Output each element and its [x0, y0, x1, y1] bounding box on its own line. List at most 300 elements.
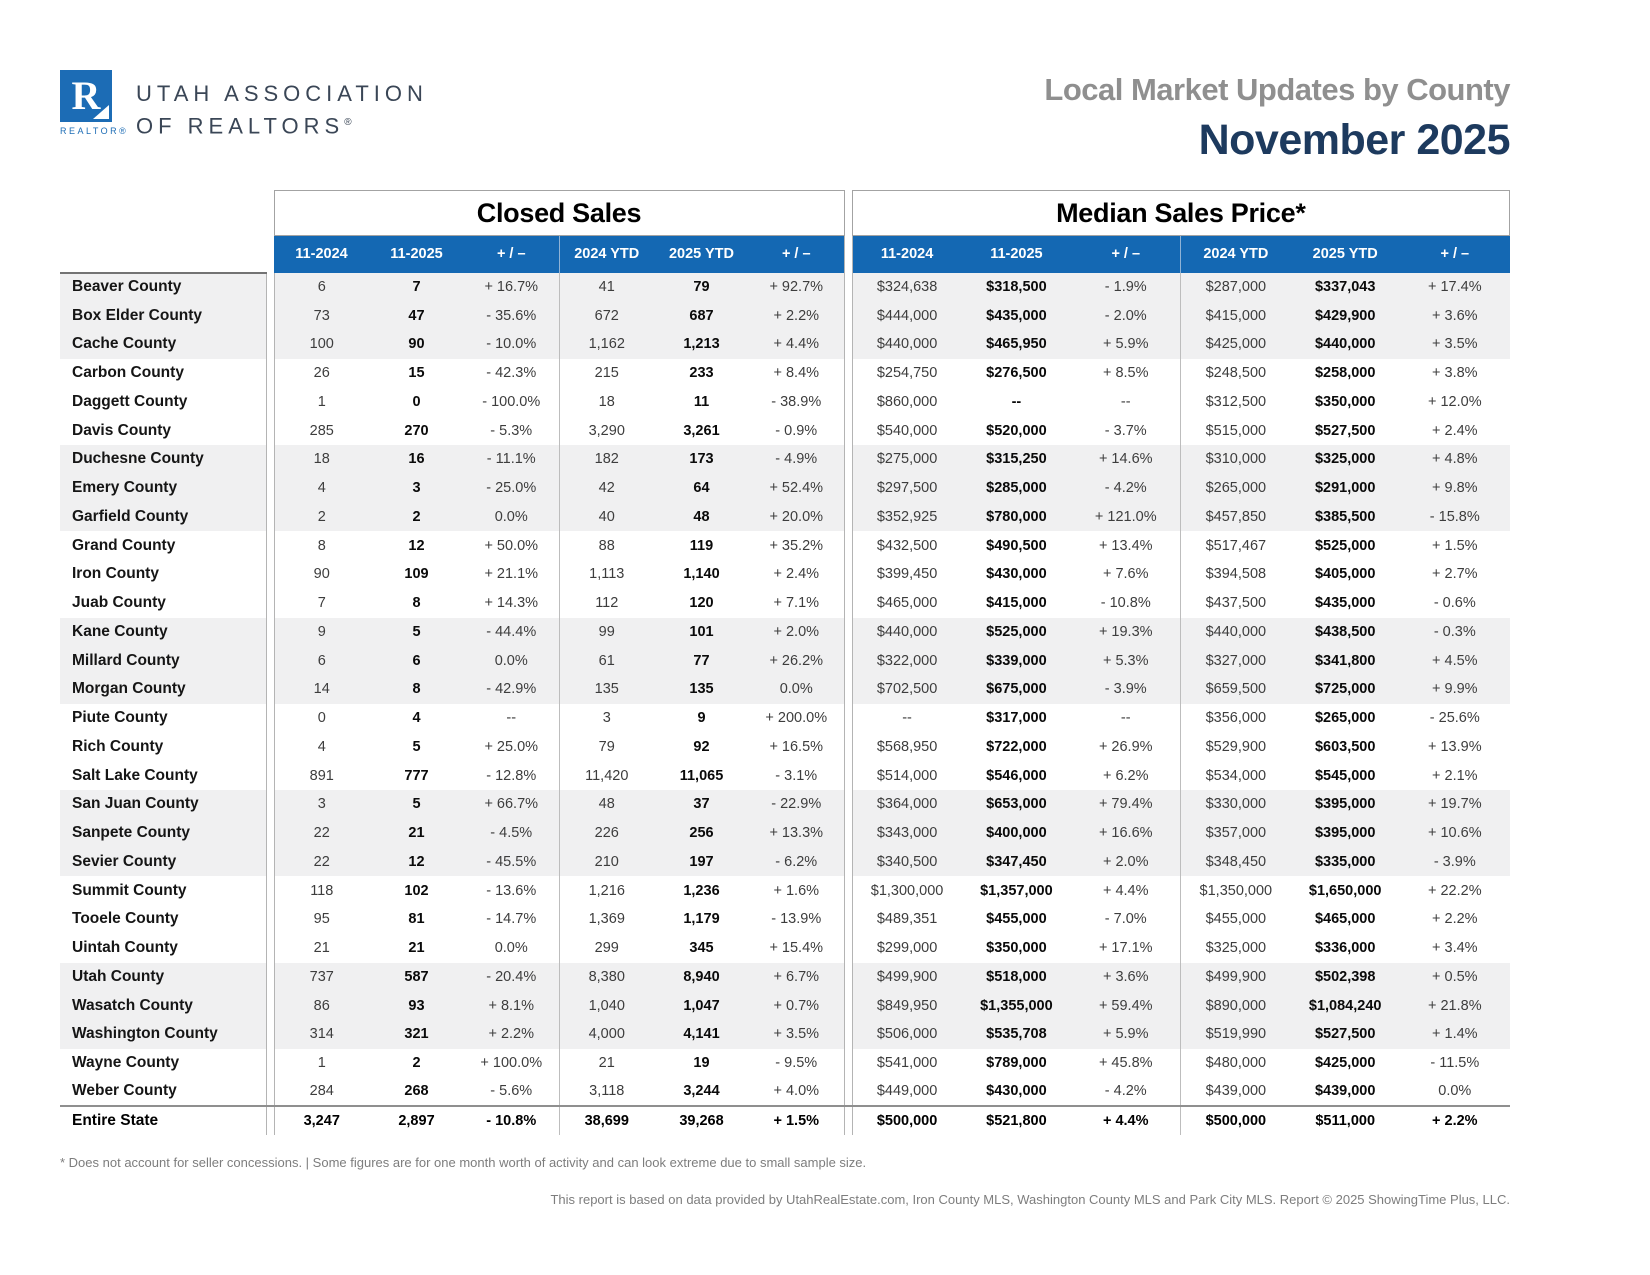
- closed-sales-cell: + 6.7%: [749, 963, 844, 992]
- section-title-closed-sales: Closed Sales: [274, 191, 844, 236]
- county-cell: Emery County: [60, 474, 266, 503]
- median-price-cell: $285,000: [962, 474, 1072, 503]
- closed-sales-cell: 5: [369, 618, 464, 647]
- table-row: [60, 704, 1510, 733]
- county-cell: Salt Lake County: [60, 761, 266, 790]
- median-price-cell: $265,000: [1181, 474, 1291, 503]
- median-price-cell: $849,950: [852, 991, 962, 1020]
- median-price-cell: + 2.4%: [1400, 416, 1510, 445]
- median-price-cell: + 5.9%: [1071, 1020, 1181, 1049]
- median-price-cell: + 2.2%: [1400, 905, 1510, 934]
- table-row: [60, 388, 1510, 417]
- separator-cell: [266, 819, 274, 848]
- median-price-cell: - 3.9%: [1071, 675, 1181, 704]
- separator-cell: [266, 704, 274, 733]
- col-header: 2025 YTD: [1290, 236, 1400, 273]
- county-cell: Beaver County: [60, 273, 266, 302]
- median-price-cell: $455,000: [1181, 905, 1291, 934]
- separator-cell: [266, 531, 274, 560]
- closed-sales-cell: - 42.3%: [464, 359, 559, 388]
- median-price-cell: + 13.4%: [1071, 531, 1181, 560]
- separator-cell: [266, 1049, 274, 1078]
- median-price-cell: + 22.2%: [1400, 876, 1510, 905]
- table-row: [60, 790, 1510, 819]
- separator-cell: [844, 330, 852, 359]
- closed-sales-cell: + 52.4%: [749, 474, 844, 503]
- closed-sales-cell: 77: [654, 646, 749, 675]
- closed-sales-cell: 2: [369, 1049, 464, 1078]
- median-price-cell: + 79.4%: [1071, 790, 1181, 819]
- median-price-cell: $529,900: [1181, 733, 1291, 762]
- section-title-row: [60, 191, 1510, 236]
- median-price-cell: + 1.5%: [1400, 531, 1510, 560]
- closed-sales-cell: - 22.9%: [749, 790, 844, 819]
- median-price-cell: $653,000: [962, 790, 1072, 819]
- closed-sales-cell: 9: [654, 704, 749, 733]
- median-price-cell: $254,750: [852, 359, 962, 388]
- separator-cell: [266, 445, 274, 474]
- median-price-cell: $297,500: [852, 474, 962, 503]
- col-header: + / –: [1071, 236, 1181, 273]
- median-price-cell: $521,800: [962, 1106, 1072, 1135]
- median-price-cell: $330,000: [1181, 790, 1291, 819]
- median-price-cell: $520,000: [962, 416, 1072, 445]
- median-price-cell: $435,000: [1290, 589, 1400, 618]
- median-price-cell: - 4.2%: [1071, 474, 1181, 503]
- footnote-attribution: This report is based on data provided by UtahRealEstate.com, Iron County MLS, Washington County MLS and Park City MLS. Report © 2025 ShowingTime Plus, LLC.: [550, 1192, 1510, 1207]
- median-price-cell: $534,000: [1181, 761, 1291, 790]
- closed-sales-cell: 285: [274, 416, 369, 445]
- closed-sales-cell: 11,420: [559, 761, 654, 790]
- corner-blank: [60, 236, 274, 273]
- median-price-cell: $275,000: [852, 445, 962, 474]
- median-price-cell: + 5.3%: [1071, 646, 1181, 675]
- closed-sales-cell: - 0.9%: [749, 416, 844, 445]
- median-price-cell: $394,508: [1181, 560, 1291, 589]
- median-price-cell: $276,500: [962, 359, 1072, 388]
- closed-sales-cell: 3,290: [559, 416, 654, 445]
- median-price-cell: - 25.6%: [1400, 704, 1510, 733]
- closed-sales-cell: 1,162: [559, 330, 654, 359]
- median-price-cell: - 15.8%: [1400, 503, 1510, 532]
- closed-sales-cell: 21: [274, 934, 369, 963]
- col-header: 11-2025: [962, 236, 1072, 273]
- org-name-line2: [136, 108, 428, 140]
- closed-sales-cell: 7: [274, 589, 369, 618]
- separator-cell: [844, 589, 852, 618]
- closed-sales-cell: --: [464, 704, 559, 733]
- median-price-cell: $514,000: [852, 761, 962, 790]
- median-price-cell: $511,000: [1290, 1106, 1400, 1135]
- separator-cell: [266, 761, 274, 790]
- table-row: [60, 273, 1510, 302]
- median-price-cell: + 10.6%: [1400, 819, 1510, 848]
- separator-cell: [844, 301, 852, 330]
- closed-sales-cell: 47: [369, 301, 464, 330]
- closed-sales-cell: 2: [369, 503, 464, 532]
- median-price-cell: $336,000: [1290, 934, 1400, 963]
- median-price-cell: - 1.9%: [1071, 273, 1181, 302]
- separator-cell: [844, 704, 852, 733]
- median-price-cell: + 2.0%: [1071, 848, 1181, 877]
- closed-sales-cell: 37: [654, 790, 749, 819]
- separator-cell: [844, 848, 852, 877]
- median-price-cell: $385,500: [1290, 503, 1400, 532]
- col-header: + / –: [749, 236, 844, 273]
- median-price-cell: $439,000: [1181, 1078, 1291, 1107]
- median-price-cell: $364,000: [852, 790, 962, 819]
- closed-sales-cell: 226: [559, 819, 654, 848]
- closed-sales-cell: 79: [654, 273, 749, 302]
- closed-sales-cell: 215: [559, 359, 654, 388]
- closed-sales-cell: + 100.0%: [464, 1049, 559, 1078]
- col-header: 2024 YTD: [559, 236, 654, 273]
- closed-sales-cell: + 50.0%: [464, 531, 559, 560]
- closed-sales-cell: 737: [274, 963, 369, 992]
- median-price-cell: $525,000: [1290, 531, 1400, 560]
- median-price-cell: $352,925: [852, 503, 962, 532]
- table-row: [60, 1106, 1510, 1135]
- median-price-cell: + 16.6%: [1071, 819, 1181, 848]
- separator-cell: [844, 560, 852, 589]
- median-price-cell: $1,300,000: [852, 876, 962, 905]
- median-price-cell: + 2.2%: [1400, 1106, 1510, 1135]
- realtor-logo-letter: R: [71, 73, 101, 118]
- median-price-cell: $348,450: [1181, 848, 1291, 877]
- closed-sales-cell: 321: [369, 1020, 464, 1049]
- median-price-cell: + 4.4%: [1071, 1106, 1181, 1135]
- median-price-cell: $432,500: [852, 531, 962, 560]
- closed-sales-cell: 5: [369, 790, 464, 819]
- closed-sales-cell: 672: [559, 301, 654, 330]
- median-price-cell: $438,500: [1290, 618, 1400, 647]
- median-price-cell: + 9.9%: [1400, 675, 1510, 704]
- org-name-line1: UTAH ASSOCIATION: [136, 81, 428, 106]
- median-price-cell: $347,450: [962, 848, 1072, 877]
- median-price-cell: $1,650,000: [1290, 876, 1400, 905]
- median-price-cell: $340,500: [852, 848, 962, 877]
- closed-sales-cell: 79: [559, 733, 654, 762]
- median-price-cell: $405,000: [1290, 560, 1400, 589]
- separator-cell: [266, 416, 274, 445]
- closed-sales-cell: 48: [559, 790, 654, 819]
- closed-sales-cell: - 5.3%: [464, 416, 559, 445]
- col-header: 2024 YTD: [1181, 236, 1291, 273]
- table-row: [60, 646, 1510, 675]
- closed-sales-cell: + 4.4%: [749, 330, 844, 359]
- county-cell: Millard County: [60, 646, 266, 675]
- closed-sales-cell: 1: [274, 1049, 369, 1078]
- median-price-cell: $310,000: [1181, 445, 1291, 474]
- closed-sales-cell: - 13.6%: [464, 876, 559, 905]
- median-price-cell: $440,000: [1290, 330, 1400, 359]
- table-row: [60, 1049, 1510, 1078]
- separator-cell: [844, 474, 852, 503]
- closed-sales-cell: + 25.0%: [464, 733, 559, 762]
- closed-sales-cell: 16: [369, 445, 464, 474]
- separator-cell: [844, 416, 852, 445]
- county-cell: Box Elder County: [60, 301, 266, 330]
- median-price-cell: $350,000: [962, 934, 1072, 963]
- median-price-cell: + 19.7%: [1400, 790, 1510, 819]
- closed-sales-cell: 270: [369, 416, 464, 445]
- county-cell: Sevier County: [60, 848, 266, 877]
- median-price-cell: - 0.3%: [1400, 618, 1510, 647]
- median-price-cell: $415,000: [962, 589, 1072, 618]
- county-cell: Juab County: [60, 589, 266, 618]
- realtor-wordmark: REALTOR®: [60, 126, 129, 136]
- closed-sales-cell: 173: [654, 445, 749, 474]
- closed-sales-cell: 90: [274, 560, 369, 589]
- median-price-cell: $702,500: [852, 675, 962, 704]
- closed-sales-cell: 38,699: [559, 1106, 654, 1135]
- closed-sales-cell: - 25.0%: [464, 474, 559, 503]
- median-price-cell: $603,500: [1290, 733, 1400, 762]
- median-price-cell: $287,000: [1181, 273, 1291, 302]
- median-price-cell: + 6.2%: [1071, 761, 1181, 790]
- closed-sales-cell: 3,261: [654, 416, 749, 445]
- col-header: + / –: [464, 236, 559, 273]
- separator-cell: [844, 991, 852, 1020]
- closed-sales-cell: 210: [559, 848, 654, 877]
- separator-cell: [266, 301, 274, 330]
- median-price-cell: $527,500: [1290, 416, 1400, 445]
- closed-sales-cell: 109: [369, 560, 464, 589]
- county-cell: Wasatch County: [60, 991, 266, 1020]
- median-price-cell: - 3.7%: [1071, 416, 1181, 445]
- median-price-cell: $337,043: [1290, 273, 1400, 302]
- county-cell: Morgan County: [60, 675, 266, 704]
- table-row: [60, 359, 1510, 388]
- closed-sales-cell: 15: [369, 359, 464, 388]
- closed-sales-cell: 777: [369, 761, 464, 790]
- table-row: [60, 474, 1510, 503]
- median-price-cell: $356,000: [1181, 704, 1291, 733]
- county-cell: Kane County: [60, 618, 266, 647]
- median-price-cell: - 0.6%: [1400, 589, 1510, 618]
- separator-cell: [844, 618, 852, 647]
- closed-sales-cell: 9: [274, 618, 369, 647]
- report-page: [60, 0, 1510, 1207]
- closed-sales-cell: + 3.5%: [749, 1020, 844, 1049]
- median-price-cell: $675,000: [962, 675, 1072, 704]
- table-row: [60, 301, 1510, 330]
- closed-sales-cell: + 14.3%: [464, 589, 559, 618]
- median-price-cell: $425,000: [1181, 330, 1291, 359]
- closed-sales-cell: 95: [274, 905, 369, 934]
- closed-sales-cell: 687: [654, 301, 749, 330]
- closed-sales-cell: 1,179: [654, 905, 749, 934]
- median-price-cell: - 4.2%: [1071, 1078, 1181, 1107]
- closed-sales-cell: 6: [369, 646, 464, 675]
- county-cell: Davis County: [60, 416, 266, 445]
- closed-sales-cell: - 4.9%: [749, 445, 844, 474]
- median-price-cell: $535,708: [962, 1020, 1072, 1049]
- median-price-cell: $357,000: [1181, 819, 1291, 848]
- page-title: Local Market Updates by County: [1044, 72, 1510, 107]
- closed-sales-cell: 6: [274, 273, 369, 302]
- closed-sales-cell: - 10.8%: [464, 1106, 559, 1135]
- separator-cell: [844, 790, 852, 819]
- median-price-cell: $437,500: [1181, 589, 1291, 618]
- closed-sales-cell: 5: [369, 733, 464, 762]
- closed-sales-cell: 22: [274, 819, 369, 848]
- separator-cell: [844, 646, 852, 675]
- table-row: [60, 905, 1510, 934]
- closed-sales-cell: 3: [559, 704, 654, 733]
- median-price-cell: $395,000: [1290, 819, 1400, 848]
- county-cell: Duchesne County: [60, 445, 266, 474]
- closed-sales-cell: 197: [654, 848, 749, 877]
- county-cell: Garfield County: [60, 503, 266, 532]
- closed-sales-cell: + 26.2%: [749, 646, 844, 675]
- separator-cell: [844, 388, 852, 417]
- median-price-cell: $506,000: [852, 1020, 962, 1049]
- closed-sales-cell: - 9.5%: [749, 1049, 844, 1078]
- closed-sales-cell: 284: [274, 1078, 369, 1107]
- separator-cell: [844, 531, 852, 560]
- closed-sales-cell: 12: [369, 531, 464, 560]
- median-price-cell: $248,500: [1181, 359, 1291, 388]
- closed-sales-cell: 891: [274, 761, 369, 790]
- median-price-cell: - 7.0%: [1071, 905, 1181, 934]
- median-price-cell: $659,500: [1181, 675, 1291, 704]
- closed-sales-cell: 0.0%: [464, 503, 559, 532]
- closed-sales-cell: 92: [654, 733, 749, 762]
- median-price-cell: $291,000: [1290, 474, 1400, 503]
- closed-sales-cell: - 44.4%: [464, 618, 559, 647]
- median-price-cell: $425,000: [1290, 1049, 1400, 1078]
- closed-sales-cell: 8: [274, 531, 369, 560]
- median-price-cell: + 45.8%: [1071, 1049, 1181, 1078]
- closed-sales-cell: + 1.5%: [749, 1106, 844, 1135]
- closed-sales-cell: 587: [369, 963, 464, 992]
- closed-sales-cell: 1,213: [654, 330, 749, 359]
- separator-cell: [266, 1106, 274, 1135]
- closed-sales-cell: 14: [274, 675, 369, 704]
- median-price-cell: $440,000: [852, 618, 962, 647]
- median-price-cell: $465,950: [962, 330, 1072, 359]
- median-price-cell: - 11.5%: [1400, 1049, 1510, 1078]
- closed-sales-cell: 6: [274, 646, 369, 675]
- median-price-cell: $439,000: [1290, 1078, 1400, 1107]
- median-price-cell: $324,638: [852, 273, 962, 302]
- closed-sales-cell: 4: [274, 474, 369, 503]
- median-price-cell: + 4.5%: [1400, 646, 1510, 675]
- separator-cell: [266, 1078, 274, 1107]
- col-header: 11-2024: [852, 236, 962, 273]
- closed-sales-cell: 118: [274, 876, 369, 905]
- table-row: [60, 848, 1510, 877]
- median-price-cell: $545,000: [1290, 761, 1400, 790]
- separator-cell: [844, 445, 852, 474]
- separator-cell: [266, 991, 274, 1020]
- median-price-cell: + 3.6%: [1400, 301, 1510, 330]
- closed-sales-cell: 2: [274, 503, 369, 532]
- closed-sales-cell: 2,897: [369, 1106, 464, 1135]
- median-price-cell: $525,000: [962, 618, 1072, 647]
- closed-sales-cell: - 100.0%: [464, 388, 559, 417]
- county-cell: Entire State: [60, 1106, 266, 1135]
- closed-sales-cell: 64: [654, 474, 749, 503]
- median-price-cell: $449,000: [852, 1078, 962, 1107]
- separator-cell: [266, 359, 274, 388]
- table-row: [60, 1020, 1510, 1049]
- closed-sales-cell: 1,236: [654, 876, 749, 905]
- registered-mark: ®: [344, 117, 352, 128]
- closed-sales-cell: 0.0%: [464, 934, 559, 963]
- median-price-cell: + 4.8%: [1400, 445, 1510, 474]
- median-price-cell: + 3.4%: [1400, 934, 1510, 963]
- separator-cell: [266, 618, 274, 647]
- section-gap: [844, 236, 852, 273]
- closed-sales-cell: 120: [654, 589, 749, 618]
- table-row: [60, 1078, 1510, 1107]
- org-name-line2-text: OF REALTORS: [136, 113, 345, 139]
- median-price-cell: $860,000: [852, 388, 962, 417]
- median-price-cell: + 17.1%: [1071, 934, 1181, 963]
- closed-sales-cell: 40: [559, 503, 654, 532]
- closed-sales-cell: 73: [274, 301, 369, 330]
- separator-cell: [844, 1106, 852, 1135]
- closed-sales-cell: 256: [654, 819, 749, 848]
- closed-sales-cell: 61: [559, 646, 654, 675]
- separator-cell: [266, 963, 274, 992]
- separator-cell: [266, 330, 274, 359]
- median-price-cell: $568,950: [852, 733, 962, 762]
- closed-sales-cell: 99: [559, 618, 654, 647]
- closed-sales-cell: 119: [654, 531, 749, 560]
- median-price-cell: $546,000: [962, 761, 1072, 790]
- median-price-cell: $518,000: [962, 963, 1072, 992]
- median-price-cell: + 19.3%: [1071, 618, 1181, 647]
- closed-sales-cell: 19: [654, 1049, 749, 1078]
- closed-sales-cell: 48: [654, 503, 749, 532]
- median-price-cell: $350,000: [1290, 388, 1400, 417]
- county-cell: Carbon County: [60, 359, 266, 388]
- median-price-cell: $312,500: [1181, 388, 1291, 417]
- closed-sales-cell: 18: [559, 388, 654, 417]
- closed-sales-cell: 18: [274, 445, 369, 474]
- median-price-cell: + 7.6%: [1071, 560, 1181, 589]
- median-price-cell: $1,084,240: [1290, 991, 1400, 1020]
- separator-cell: [844, 503, 852, 532]
- median-price-cell: $400,000: [962, 819, 1072, 848]
- separator-cell: [266, 905, 274, 934]
- separator-cell: [844, 876, 852, 905]
- closed-sales-cell: 3: [274, 790, 369, 819]
- closed-sales-cell: - 6.2%: [749, 848, 844, 877]
- median-price-cell: + 3.5%: [1400, 330, 1510, 359]
- closed-sales-cell: + 1.6%: [749, 876, 844, 905]
- median-price-cell: $725,000: [1290, 675, 1400, 704]
- separator-cell: [844, 905, 852, 934]
- median-price-cell: $343,000: [852, 819, 962, 848]
- closed-sales-cell: 268: [369, 1078, 464, 1107]
- closed-sales-cell: 22: [274, 848, 369, 877]
- closed-sales-cell: 1,216: [559, 876, 654, 905]
- table-row: [60, 445, 1510, 474]
- section-title-median-price: Median Sales Price*: [852, 191, 1510, 236]
- median-price-cell: --: [1071, 388, 1181, 417]
- closed-sales-cell: 135: [559, 675, 654, 704]
- median-price-cell: $339,000: [962, 646, 1072, 675]
- county-cell: Uintah County: [60, 934, 266, 963]
- median-price-cell: $517,467: [1181, 531, 1291, 560]
- closed-sales-cell: + 35.2%: [749, 531, 844, 560]
- closed-sales-cell: + 92.7%: [749, 273, 844, 302]
- median-price-cell: $502,398: [1290, 963, 1400, 992]
